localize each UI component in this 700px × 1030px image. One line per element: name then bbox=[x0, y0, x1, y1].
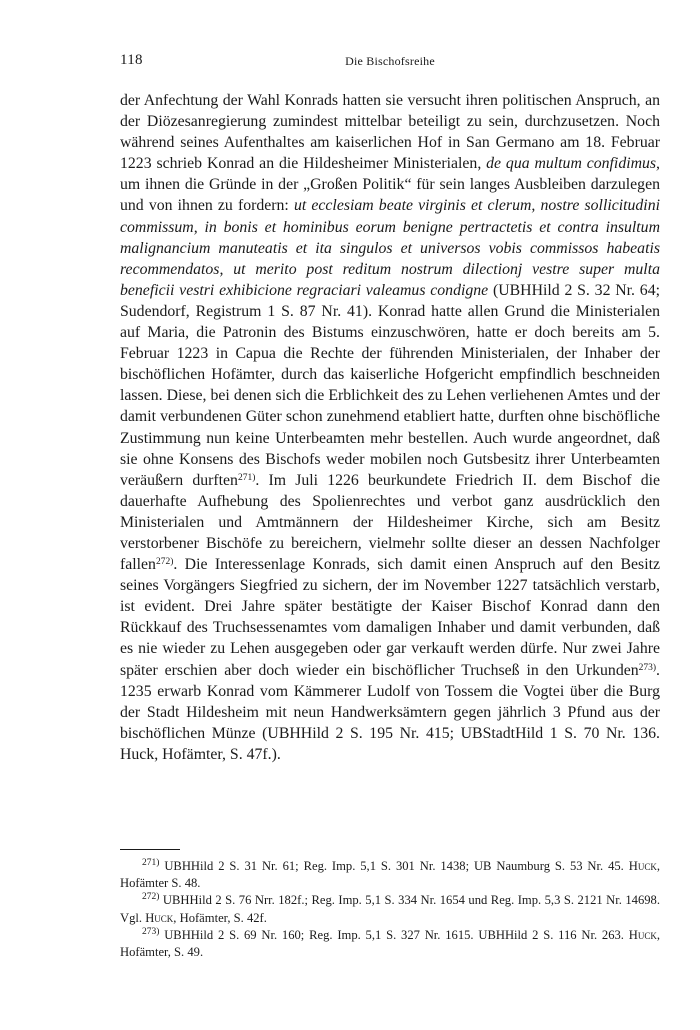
footnote-text: , Hofämter S. 48. bbox=[120, 859, 660, 891]
body-text: der Anfechtung der Wahl Konrads hatten sie versucht ihren politischen Anspruch, an der Diözesanregierung zumindest mittelbar beteiligt zu sein, durchzusetzen. Noch während seines Aufenthaltes am kaiserlichen Hof in San Germano am 18. Februar 1223 schrieb Konrad an die Hildesheimer Ministerialen, bbox=[120, 92, 660, 173]
page-number: 118 bbox=[120, 52, 143, 68]
latin-quote: ut ecclesiam beate virginis et clerum, nostre sollicitudini commissum, in bonis et hominibus eorum benigne pertractetis et contra insultum malignancium manuteatis et ita singulos et universos vobis commissos habeatis recommendatos, ut merito post reditum nostrum dilectionj vestre super multa beneficii vestri exhibicione regraciari valeamus condigne bbox=[120, 197, 660, 299]
running-head: Die Bischofsreihe bbox=[345, 54, 435, 68]
footnote-text: UBHHild 2 S. 76 Nrr. 182f.; Reg. Imp. 5,1 S. 334 Nr. 1654 und Reg. Imp. 5,3 S. 2121 Nr. 14698. Vgl. bbox=[120, 893, 660, 925]
book-page bbox=[120, 52, 660, 1012]
latin-quote: de qua multum confidimus, bbox=[486, 155, 661, 173]
footnote-272 bbox=[120, 892, 660, 926]
footnote-271 bbox=[120, 858, 660, 892]
body-text: . Im Juli 1226 beurkundete Friedrich II. dem Bischof die dauerhafte Aufhebung des Spolienrechtes und verbot ganz ausdrücklich den Ministerialen und Amtmännern der Hildesheimer Kirche, sich am Besitz verstorbener Bischöfe zu bereichern, vielmehr sollte dieser an dessen Nachfolger fallen bbox=[120, 471, 660, 574]
footnote-ref-273[interactable]: 273) bbox=[638, 662, 657, 673]
footnote-mark: 271) bbox=[142, 858, 160, 868]
body-text: um ihnen die Gründe in der „Großen Politik“ für sein langes Ausbleiben darzulegen und von ihnen zu fordern: bbox=[120, 176, 660, 215]
footnote-text: UBHHild 2 S. 31 Nr. 61; Reg. Imp. 5,1 S. 301 Nr. 1438; UB Naumburg S. 53 Nr. 45. bbox=[159, 859, 629, 873]
body-text: . 1235 erwarb Konrad vom Kämmerer Ludolf von Tossem die Vogtei über die Burg der Stadt Hildesheim mit neun Handwerksämtern gegen jährlich 3 Pfund aus der bischöflichen Münze (UBHHild 2 S. 195 Nr. 415; UBStadtHild 1 S. 70 Nr. 136. Huck, Hofämter, S. 47f.). bbox=[120, 661, 660, 763]
body-text: (UBHHild 2 S. 32 Nr. 64; Sudendorf, Registrum 1 S. 87 Nr. 41). Konrad hatte allen Grund die Ministerialen auf Maria, die Patronin des Bistums einzuschwören, hatte er doch bereits am 5. Februar 1223 in Capua die Rechte der führenden Ministerialen, der Inhaber der bischöflichen Hofämter, durch das kaiserliche Hofgericht empfindlich beschneiden lassen. Diese, bei denen sich die Erblichkeit des zu Lehen verliehenen Amtes und der damit verbundenen Güter schon zunehmend etabliert hatte, durften ohne bischöfliche Zustimmung nun keine Unterbeamten mehr bestellen. Auch wurde angeordnet, daß sie ohne Konsens des Bischofs weder mobilen noch Gutsbesitz ihrer Unterbeamten veräußern durften bbox=[120, 281, 660, 489]
footnote-author: Huck bbox=[628, 927, 657, 942]
body-paragraph bbox=[120, 90, 660, 765]
footnotes bbox=[120, 858, 660, 961]
footnote-text: , Hofämter, S. 49. bbox=[120, 927, 660, 960]
footnote-divider bbox=[120, 849, 180, 850]
footnote-mark: 272) bbox=[142, 892, 160, 903]
footnote-ref-272[interactable]: 272) bbox=[155, 557, 174, 568]
footnote-mark: 273) bbox=[142, 926, 160, 937]
footnote-text: UBHHild 2 S. 69 Nr. 160; Reg. Imp. 5,1 S. 327 Nr. 1615. UBHHild 2 S. 116 Nr. 263. bbox=[159, 927, 629, 942]
page-header bbox=[120, 52, 660, 78]
footnote-text: , Hofämter, S. 42f. bbox=[173, 910, 267, 925]
footnote-273 bbox=[120, 927, 660, 961]
body-text: . Die Interessenlage Konrads, sich damit einen Anspruch auf den Besitz seines Vorgängers Siegfried zu sichern, der im November 1227 tatsächlich verstarb, ist evident. Drei Jahre später bestätigte der Kaiser Bischof Konrad dann den Rückkauf des Truchsessenamtes vom damaligen Inhaber und damit verbunden, daß es nie wieder zu Lehen ausgegeben oder gar verkauft werden dürfe. Nur zwei Jahre später erschien aber doch wieder ein bischöflicher Truchseß in den Urkunden bbox=[120, 556, 660, 679]
footnote-ref-271[interactable]: 271) bbox=[237, 472, 256, 483]
footnote-author: Huck bbox=[145, 910, 174, 925]
footnote-author: Huck bbox=[628, 859, 657, 873]
